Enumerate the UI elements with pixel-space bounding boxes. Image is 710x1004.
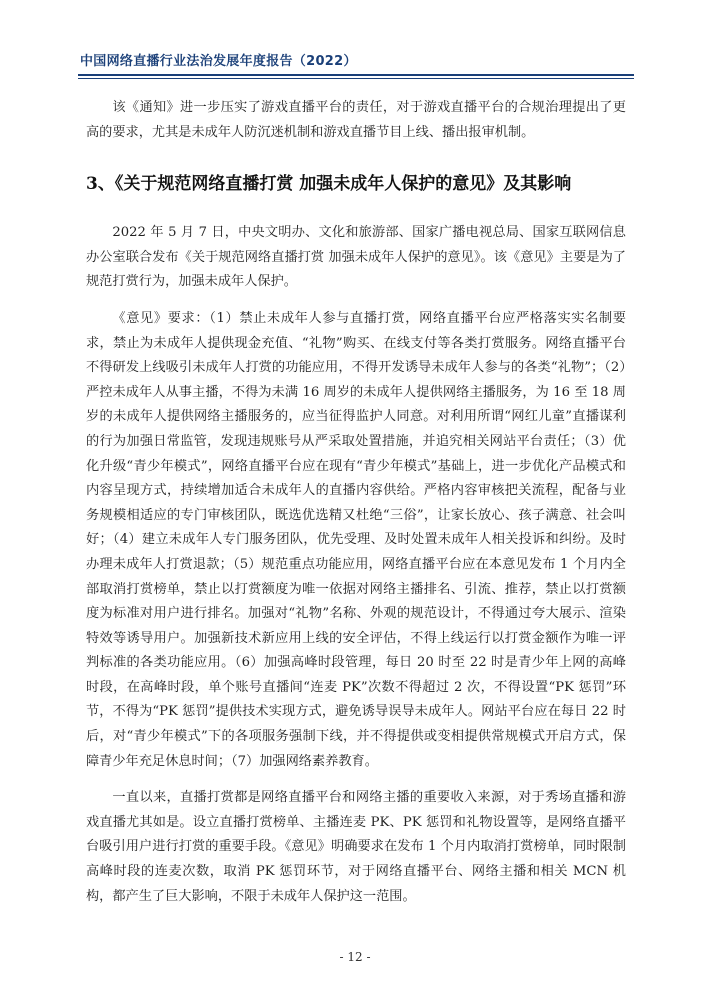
page-number: - 12 - xyxy=(339,950,371,964)
page-content xyxy=(86,96,626,921)
report-header-title: 中国网络直播行业法治发展年度报告（2022） xyxy=(80,54,357,69)
paragraph-opinion-impact: 一直以来，直播打赏都是网络直播平台和网络主播的重要收入来源，对于秀场直播和游戏直播尤其如是。设立直播打赏榜单、主播连麦 PK、PK 惩罚和礼物设置等，是网络直播平台吸引用户进行打赏的重要手段。《意见》明确要求在发布 1 个月内取消打赏榜单，同时限制高峰时段的连麦次数，取消 PK 惩罚环节，对于网络直播平台、网络主播和相关 MCN 机构，都产生了巨大影响，不限于未成年人保护这一范围。 xyxy=(86,790,626,904)
section-heading-3: 3、《关于规范网络直播打赏 加强未成年人保护的意见》及其影响 xyxy=(86,174,572,195)
paragraph-opinion-requirements: 《意见》要求：（1）禁止未成年人参与直播打赏，网络直播平台应严格落实实名制要求，禁止为未成年人提供现金充值、“礼物”购买、在线支付等各类打赏服务。网络直播平台不得研发上线吸引未成年人打赏的功能应用，不得开发诱导未成年人参与的各类“礼物”；（2）严控未成年人从事主播，不得为未满 16 周岁的未成年人提供网络主播服务，为 16 至 18 周岁的未成年人提供网络主播服务的，应当征得监护人同意。对利用所谓“网红儿童”直播谋利的行为加强日常监管，发现违规账号从严采取处置措施，并追究相关网站平台责任；（3）优化升级“青少年模式”，网络直播平台应在现有“青少年模式”基础上，进一步优化产品模式和内容呈现方式，持续增加适合未成年人的直播内容供给。严格内容审核把关流程，配备与业务规模相适应的专门审核团队，既选优选精又杜绝“三俗”，让家长放心、孩子满意、社会叫好；（4）建立未成年人专门服务团队，优先受理、及时处置未成年人相关投诉和纠纷。及时办理未成年人打赏退款；（5）规范重点功能应用，网络直播平台应在本意见发布 1 个月内全部取消打赏榜单，禁止以打赏额度为唯一依据对网络主播排名、引流、推荐，禁止以打赏额度为标准对用户进行排名。加强对“礼物”名称、外观的规范设计，不得通过夸大展示、渲染特效等诱导用户。加强新技术新应用上线的安全评估，不得上线运行以打赏金额作为唯一评判标准的各类功能应用。（6）加强高峰时段管理，每日 20 时至 22 时是青少年上网的高峰时段，在高峰时段，单个账号直播间“连麦 PK”次数不得超过 2 次，不得设置“PK 惩罚”环节，不得为“PK 惩罚”提供技术实现方式，避免诱导误导未成年人。网站平台应在每日 22 时后，对“青少年模式”下的各项服务强制下线，并不得提供或变相提供常规模式开启方式，保障青少年充足休息时间；（7）加强网络素养教育。 xyxy=(86,310,626,769)
paragraph-opinion-release: 2022 年 5 月 7 日，中央文明办、文化和旅游部、国家广播电视总局、国家互联网信息办公室联合发布《关于规范网络直播打赏 加强未成年人保护的意见》。该《意见》主要是为了规范打赏行为，加强未成年人保护。 xyxy=(86,225,626,290)
header-rule-thin xyxy=(78,78,634,79)
header-rule-thick xyxy=(78,74,634,76)
paragraph-notice-effect: 该《通知》进一步压实了游戏直播平台的责任，对于游戏直播平台的合规治理提出了更高的要求，尤其是未成年人防沉迷机制和游戏直播节目上线、播出报审机制。 xyxy=(86,100,626,140)
